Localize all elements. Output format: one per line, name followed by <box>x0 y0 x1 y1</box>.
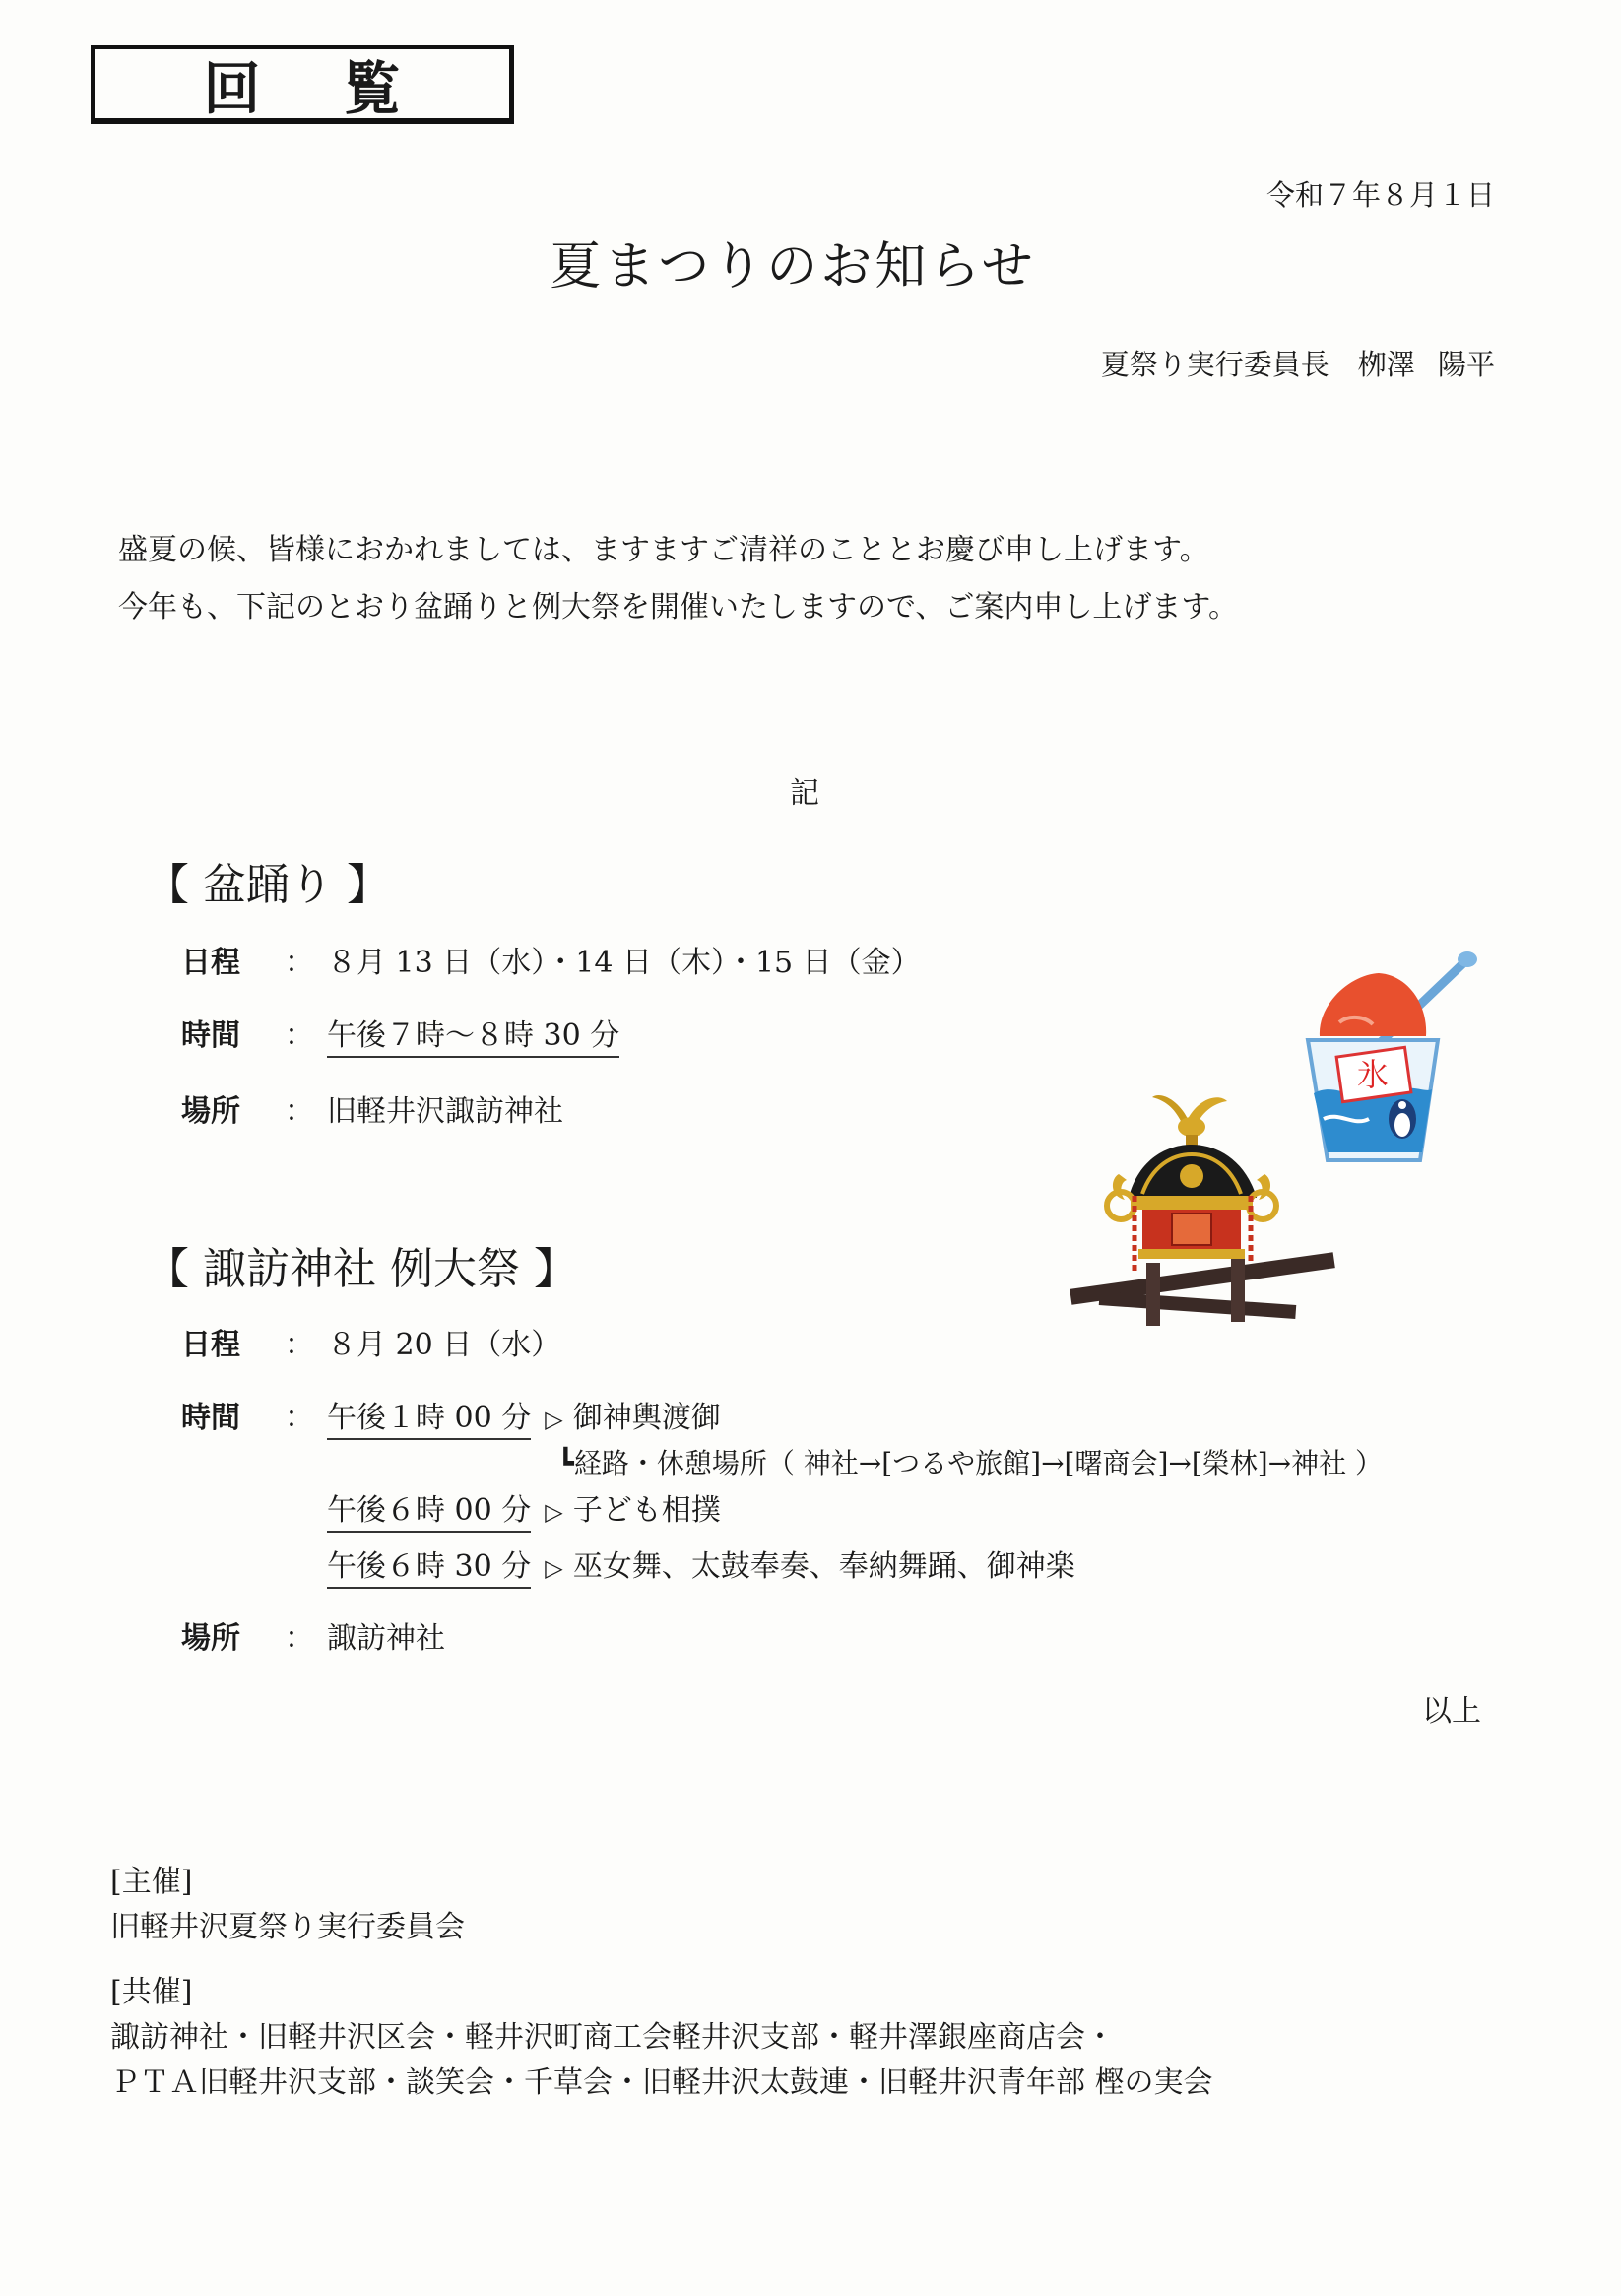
reitaisai-event-row-1 <box>181 1393 721 1436</box>
co-host-line-2: ＰＴＡ旧軽井沢支部・談笑会・千草会・旧軽井沢太鼓連・旧軽井沢青年部 樫の実会 <box>110 2066 1213 2100</box>
greeting-paragraph <box>118 522 1238 636</box>
kairan-label: 回覧 <box>91 45 514 124</box>
bon-odori-heading: 【 盆踊り 】 <box>146 860 390 910</box>
time-label: 時間 <box>181 1018 240 1053</box>
reitaisai-event-row-3 <box>327 1542 1075 1585</box>
greeting-line-2: 今年も、下記のとおり盆踊りと例大祭を開催いたしますので、ご案内申し上げます。 <box>118 590 1238 624</box>
colon: ： <box>285 1018 314 1053</box>
reitaisai-schedule-row <box>181 1320 560 1363</box>
triangle-icon: ▷ <box>545 1406 563 1433</box>
place-value: 諏訪神社 <box>327 1621 445 1656</box>
host-name: 旧軽井沢夏祭り実行委員会 <box>110 1910 465 1944</box>
kakigori-label: 氷 <box>1357 1056 1390 1093</box>
host-label: [主催] <box>110 1865 193 1899</box>
document-date: 令和７年８月１日 <box>1265 178 1495 212</box>
event-time: 午後１時 00 分 <box>327 1401 531 1440</box>
reitaisai-place-row <box>181 1613 445 1657</box>
ki-heading: 記 <box>790 776 819 811</box>
event-desc: 子ども相撲 <box>572 1493 721 1528</box>
colon: ： <box>285 1401 314 1435</box>
closing-ijo: 以上 <box>1422 1694 1481 1729</box>
schedule-label: 日程 <box>181 946 240 980</box>
bon-odori-schedule-row <box>181 938 921 981</box>
event-desc: 巫女舞、太鼓奉奏、奉納舞踊、御神楽 <box>572 1549 1075 1584</box>
bon-odori-time-row <box>181 1011 619 1054</box>
schedule-label: 日程 <box>181 1328 240 1362</box>
colon: ： <box>285 1621 314 1656</box>
reitaisai-event-row-2 <box>327 1485 721 1529</box>
co-host-line-1: 諏訪神社・旧軽井沢区会・軽井沢町商工会軽井沢支部・軽井澤銀座商店会・ <box>110 2020 1115 2055</box>
triangle-icon: ▷ <box>545 1554 563 1582</box>
time-label: 時間 <box>181 1401 240 1435</box>
document-title: 夏まつりのお知らせ <box>550 237 1036 296</box>
greeting-line-1: 盛夏の候、皆様におかれましては、ますますご清祥のこととお慶び申し上げます。 <box>118 533 1209 567</box>
colon: ： <box>285 946 314 980</box>
place-value: 旧軽井沢諏訪神社 <box>327 1094 563 1129</box>
event-desc: 御神輿渡御 <box>572 1401 721 1435</box>
co-host-label: [共催] <box>110 1975 193 2009</box>
mikoshi-illustration <box>1070 1080 1345 1345</box>
schedule-value: ８月 13 日（水）・14 日（木）・15 日（金） <box>327 946 921 980</box>
bon-odori-place-row <box>181 1086 563 1130</box>
sender-name: 夏祭り実行委員長 栁澤 陽平 <box>1100 348 1495 381</box>
colon: ： <box>285 1328 314 1362</box>
place-label: 場所 <box>181 1621 240 1656</box>
mikoshi-svg <box>1070 1080 1345 1345</box>
reitaisai-heading: 【 諏訪神社 例大祭 】 <box>146 1244 577 1294</box>
schedule-value: ８月 20 日（水） <box>327 1328 561 1362</box>
colon: ： <box>285 1094 314 1129</box>
mikoshi-route: ┗経路・休憩場所（ 神社→[つるや旅館]→[曙商会]→[榮林]→神社 ） <box>557 1447 1384 1479</box>
organizer-block <box>110 1860 1213 2106</box>
triangle-icon: ▷ <box>545 1498 563 1526</box>
event-time: 午後６時 00 分 <box>327 1493 531 1533</box>
time-value: 午後７時～８時 30 分 <box>327 1018 619 1058</box>
place-label: 場所 <box>181 1094 240 1129</box>
event-time: 午後６時 30 分 <box>327 1549 531 1589</box>
